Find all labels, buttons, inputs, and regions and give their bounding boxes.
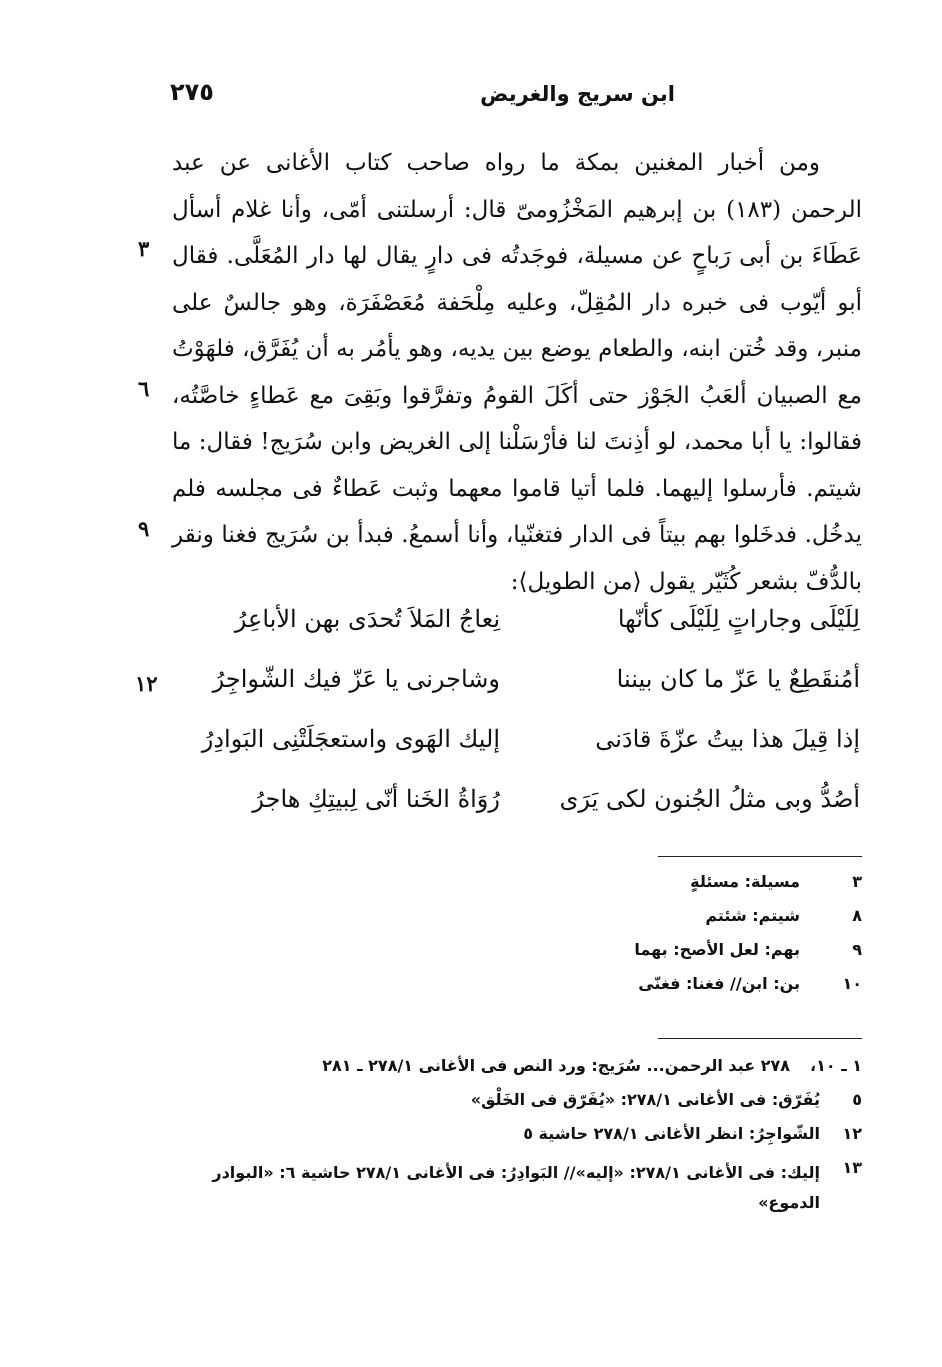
verse (135, 665, 860, 725)
footnote-text: مسيلة: مسئلةٍ (690, 872, 800, 891)
verse-second-hemistich: نِعاجُ المَلاَ تُحدَى بهن الأباعِرُ (234, 605, 500, 633)
verse-first-hemistich: إذا قِيلَ هذا بيتُ عزّةَ قادَنى (595, 725, 860, 753)
footnote-number: ١٣ (842, 1158, 862, 1177)
footnote-text: شيتم: شئتم (705, 906, 800, 925)
verse-second-hemistich: وشاجرنى يا عَزّ فيك الشّواجِرُ (212, 665, 500, 693)
footnote-number: ١٢ (842, 1124, 862, 1143)
footnote-number: ٩ (852, 940, 862, 959)
footnote-number: ٥ (852, 1090, 862, 1109)
footnote (180, 1124, 862, 1158)
verse-first-hemistich: أمُنقَطِعٌ يا عَزّ ما كان بيننا (616, 665, 860, 693)
verse (160, 605, 860, 665)
footnote-text: الشّواجِرُ: انظر الأغانى ٢٧٨/١ حاشية ٥ (523, 1124, 820, 1143)
verse-second-hemistich: إليك الهَوى واستعجَلَتْنِى البَوادِرُ (201, 725, 500, 753)
footnote-text: إليك: فى الأغانى ٢٧٨/١: «إليه»// البَوادِرُ: فى الأغانى ٢٧٨/١ حاشية ٦: «البوادر الدموع» (212, 1163, 820, 1212)
running-title: ابن سريج والغريض (480, 82, 675, 106)
footnote-number: ٨ (852, 906, 862, 925)
footnote (180, 974, 862, 1008)
footnote (180, 872, 862, 906)
footnote-text: يُفَرّق: فى الأغانى ٢٧٨/١: «يُفَرّق فى الخَلْق» (470, 1090, 820, 1109)
verse-first-hemistich: أصُدُّ وبى مثلُ الجُنون لكى يَرَى (559, 785, 860, 813)
footnote-number: ٣ (852, 872, 862, 891)
footnote-text: بن: ابن// فغنا: فغنّى (638, 974, 800, 993)
footnote-divider (658, 1038, 862, 1039)
verse-first-hemistich: لِلَيْلَى وجاراتٍ لِلَيْلَى كأنّها (617, 605, 860, 633)
footnote (180, 1056, 862, 1090)
footnote (180, 1158, 862, 1218)
verse (160, 725, 860, 785)
footnote-text: ٢٧٨ عبد الرحمن... سُرَيج: ورد النص فى الأغانى ٢٧٨/١ ـ ٢٨١ (322, 1056, 790, 1075)
footnote-number: ١ ـ ١٠، (810, 1056, 862, 1075)
paragraph (172, 140, 862, 605)
line-number: ٣ (138, 236, 150, 261)
paragraph-text: ومن أخبار المغنين بمكة ما رواه صاحب كتاب الأغانى عن عبد الرحمن (١٨٣) بن إبرهيم المَخْزُومىّ قال: أرسلتنى أمّى، وأنا غلام أسأل عَطَاءَ بن أبى رَباحٍ عن مسيلة، فوجَدتُه فى دارٍ يقال لها دار المُعَلَّى. فقال أبو أيّوب فى خبره دار المُقِلّ، وعليه مِلْحَفة مُعَصْفَرَة، وهو جالسٌ على منبر، وقد خُتن ابنه، والطعام يوضع بين يديه، وهو يأمُر به أن يُفَرَّق، فلهَوْتُ مع الصبيان ألعَبُ الجَوْز حتى أكَلَ القومُ وتفرَّقوا وبَقِىَ مع عَطاءٍ خاصَّتُه، فقالوا: يا أبا محمد، لو أذِنتَ لنا فأرْسَلْنا إلى الغريض وابن سُرَيج! فقال: ما شيتم. فأرسلوا إليهما. فلما أتيا قاموا معهما وثبت عَطاءٌ فى مجلسه فلم يدخُل. فدخَلوا بهم بيتاً فى الدار فتغنّيا، وأنا أسمعُ. فبدأ بن سُرَيج فغنا ونقر بالدُّفّ بشعر كُثَيّر يقول ⟨من الطويل⟩: (172, 150, 862, 595)
footnote (180, 906, 862, 940)
footnote-divider (658, 856, 862, 857)
verse-second-hemistich: رُوَاةُ الخَنا أنّى لِبيتِكِ هاجرُ (252, 785, 500, 813)
footnote (180, 940, 862, 974)
variant-notes (180, 872, 862, 1008)
line-number: ٦ (138, 376, 150, 401)
source-notes (180, 1056, 862, 1218)
footnote-text: بهم: لعل الأصح: بهما (634, 940, 800, 959)
page-number: ٢٧٥ (170, 78, 214, 106)
verse (160, 785, 860, 845)
poem (135, 605, 860, 845)
main-text (172, 140, 862, 605)
page-header (170, 78, 860, 118)
footnote-number: ١٠ (842, 974, 862, 993)
footnote (180, 1090, 862, 1124)
line-number: ٩ (138, 516, 150, 541)
line-number: ١٢ (135, 671, 158, 696)
